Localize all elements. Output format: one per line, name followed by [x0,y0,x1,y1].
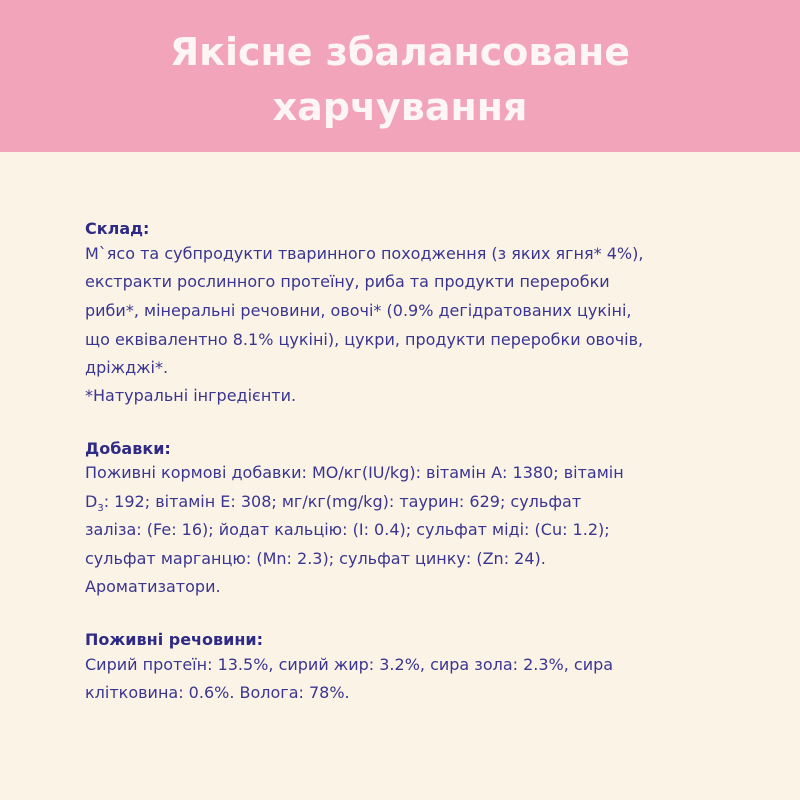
composition-line: М`ясо та субпродукти тваринного походження (з яких ягня* 4%), [85,244,644,263]
page-title-line-1: Якісне збалансоване [169,30,631,74]
nutrients-line: Сирий протеїн: 13.5%, сирий жир: 3.2%, сира зола: 2.3%, сира [85,655,614,674]
nutrients-line: клітковина: 0.6%. Волога: 78%. [85,683,350,702]
additives-line: сульфат марганцю: (Mn: 2.3); сульфат цинку: (Zn: 24). [85,549,546,568]
vitamin-d-letter: D [85,492,98,511]
additives-line-rest: : 192; вітамін Е: 308; мг/кг(mg/kg): таурин: 629; сульфат [103,492,582,511]
additives-line: Ароматизатори. [85,577,221,596]
additives-line [85,492,582,514]
natural-ingredients-note: *Натуральні інгредієнти. [85,386,297,405]
nutrients-heading: Поживні речовини: [85,630,264,649]
additives-line: заліза: (Fe: 16); йодат кальцію: (I: 0.4); сульфат міді: (Cu: 1.2); [85,520,610,539]
composition-line: риби*, мінеральні речовини, овочі* (0.9% дегідратованих цукіні, [85,301,632,320]
composition-line: екстракти рослинного протеїну, риба та продукти переробки [85,272,610,291]
page-title-line-2: харчування [272,85,528,129]
composition-line: дріжджі*. [85,358,169,377]
composition-heading: Склад: [85,219,150,238]
composition-line: що еквівалентно 8.1% цукіні), цукри, продукти переробки овочів, [85,330,644,349]
vitamin-d-subscript: 3 [97,503,104,514]
additives-heading: Добавки: [85,439,171,458]
additives-line: Поживні кормові добавки: МО/кг(IU/kg): вітамін А: 1380; вітамін [85,463,624,482]
header-banner [0,0,800,152]
